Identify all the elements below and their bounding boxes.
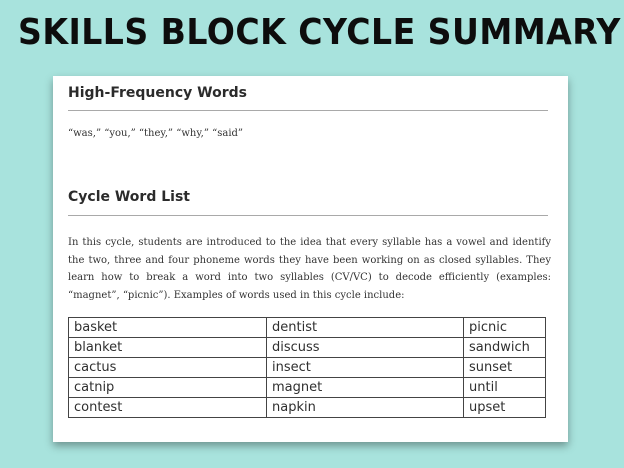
word-cell: upset <box>464 398 546 418</box>
table-row <box>69 338 546 358</box>
cycle-intro-paragraph <box>68 234 551 304</box>
table-row <box>69 398 546 418</box>
word-cell: catnip <box>69 378 267 398</box>
cycle-word-table <box>68 317 546 418</box>
word-cell: magnet <box>267 378 464 398</box>
word-cell: picnic <box>464 318 546 338</box>
table-row <box>69 358 546 378</box>
word-cell: until <box>464 378 546 398</box>
word-cell: insect <box>267 358 464 378</box>
cycle-word-list-heading: Cycle Word List <box>68 189 190 205</box>
word-cell: dentist <box>267 318 464 338</box>
table-row <box>69 378 546 398</box>
table-row <box>69 318 546 338</box>
word-cell: napkin <box>267 398 464 418</box>
word-cell: sunset <box>464 358 546 378</box>
word-cell: contest <box>69 398 267 418</box>
word-cell: blanket <box>69 338 267 358</box>
page-title: SKILLS BLOCK CYCLE SUMMARY <box>18 12 621 53</box>
high-frequency-words-list: “was,” “you,” “they,” “why,” “said” <box>68 128 244 139</box>
intro-line: two, three and four phoneme words they have been working on as closed syllables. They learn <box>68 254 551 283</box>
word-cell: discuss <box>267 338 464 358</box>
intro-line: “picnic”). Examples of words used in this cycle include: <box>122 289 405 301</box>
high-frequency-words-heading: High-Frequency Words <box>68 85 247 101</box>
word-cell: basket <box>69 318 267 338</box>
intro-line: In this cycle, students are introduced to the idea that every syllable has a vowel and identify the <box>68 237 551 266</box>
intro-line: how to break a word into two syllables (CV/VC) to decode efficiently (examples: “magnet”, <box>68 272 551 301</box>
section-divider <box>68 110 548 111</box>
word-cell: cactus <box>69 358 267 378</box>
section-divider <box>68 215 548 216</box>
document-sheet <box>53 76 568 442</box>
word-cell: sandwich <box>464 338 546 358</box>
